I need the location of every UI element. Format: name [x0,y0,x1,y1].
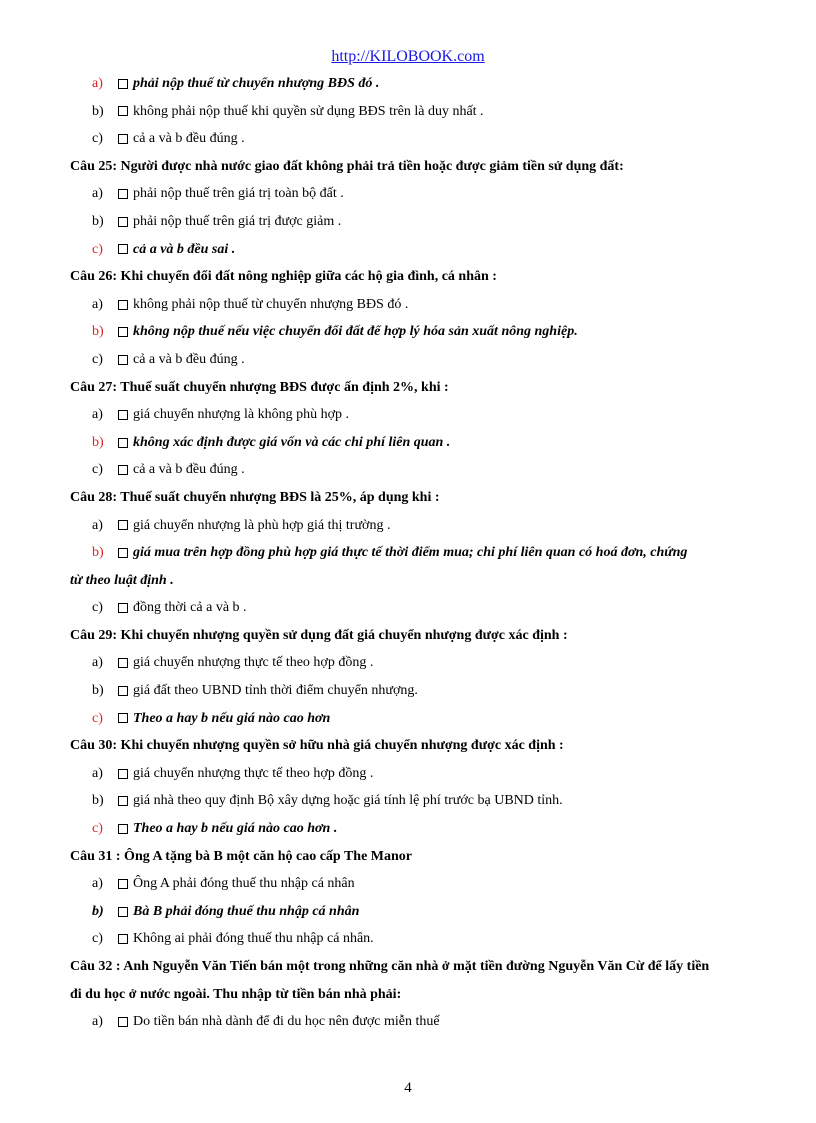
option-continuation [70,567,760,595]
checkbox-icon [118,603,128,613]
option-letter: a) [92,407,103,423]
option-letter: b) [92,213,104,229]
option-text: cả a và b đều sai . [133,241,236,257]
option-text: đồng thời cả a và b . [133,600,247,616]
question-heading: Câu 29: Khi chuyển nhượng quyền sử dụng đất giá chuyển nhượng được xác định : [70,627,568,643]
answer-option [70,208,760,236]
question-heading: Câu 27: Thuế suất chuyển nhượng BĐS được ấn định 2%, khi : [70,379,449,395]
checkbox-icon [118,934,128,944]
option-text: Bà B phải đóng thuế thu nhập cá nhân [133,903,360,919]
answer-option [70,925,760,953]
option-text: Do tiền bán nhà dành để đi du học nên được miễn thuế [133,1014,440,1030]
option-letter: c) [92,931,103,947]
checkbox-icon [118,769,128,779]
answer-option [70,180,760,208]
option-letter: a) [92,1014,103,1030]
option-text: giá chuyển nhượng thực tế theo hợp đồng . [133,655,374,671]
checkbox-icon [118,189,128,199]
option-text: không xác định được giá vốn và các chi phí liên quan . [133,434,451,450]
answer-option [70,318,760,346]
option-text: giá chuyển nhượng thực tế theo hợp đồng . [133,765,374,781]
option-letter: c) [92,131,103,147]
option-letter: c) [92,821,103,837]
checkbox-icon [118,355,128,365]
option-letter: a) [92,876,103,892]
option-text: từ theo luật định . [70,572,174,588]
checkbox-icon [118,300,128,310]
checkbox-icon [118,907,128,917]
option-letter: a) [92,517,103,533]
question-heading: đi du học ở nước ngoài. Thu nhập từ tiền bán nhà phải: [70,986,402,1002]
checkbox-icon [118,438,128,448]
option-letter: c) [92,710,103,726]
answer-option [70,1008,760,1036]
answer-option [70,677,760,705]
page-number: 4 [404,1080,412,1096]
option-text: giá chuyển nhượng là phù hợp giá thị trường . [133,517,391,533]
answer-option [70,705,760,733]
option-letter: a) [92,76,103,91]
option-letter: b) [92,683,104,699]
option-letter: b) [92,545,104,561]
checkbox-icon [118,465,128,475]
option-letter: c) [92,241,103,257]
question-list [70,70,760,1036]
checkbox-icon [118,686,128,696]
checkbox-icon [118,879,128,889]
option-text: không phải nộp thuế khi quyền sử dụng BĐS trên là duy nhất . [133,103,484,119]
answer-option [70,456,760,484]
answer-option [70,346,760,374]
answer-option [70,70,760,98]
option-letter: b) [92,793,104,809]
checkbox-icon [118,410,128,420]
checkbox-icon [118,327,128,337]
answer-option [70,898,760,926]
checkbox-icon [118,134,128,144]
answer-option [70,125,760,153]
option-letter: a) [92,765,103,781]
answer-option [70,787,760,815]
answer-option [70,870,760,898]
option-text: không phải nộp thuế từ chuyển nhượng BĐS đó . [133,296,409,312]
option-letter: a) [92,186,103,202]
answer-option [70,815,760,843]
option-text: Theo a hay b nếu giá nào cao hơn . [133,821,338,837]
answer-option [70,760,760,788]
question-heading: Câu 28: Thuế suất chuyển nhượng BĐS là 25%, áp dụng khi : [70,489,440,505]
answer-option [70,594,760,622]
option-letter: b) [92,324,104,340]
answer-option [70,401,760,429]
checkbox-icon [118,79,128,89]
option-letter: a) [92,655,103,671]
checkbox-icon [118,1017,128,1027]
option-text: Theo a hay b nếu giá nào cao hơn [133,710,331,726]
option-text: Ông A phải đóng thuế thu nhập cá nhân [133,876,355,892]
question-heading: Câu 30: Khi chuyển nhượng quyền sở hữu nhà giá chuyển nhượng được xác định : [70,738,564,754]
option-text: không nộp thuế nếu việc chuyển đổi đất để hợp lý hóa sản xuất nông nghiệp. [133,324,578,340]
option-letter: c) [92,600,103,616]
checkbox-icon [118,796,128,806]
option-letter: b) [92,103,104,119]
option-letter: b) [92,434,104,450]
option-letter: b) [92,903,104,919]
checkbox-icon [118,217,128,227]
option-letter: c) [92,351,103,367]
answer-option [70,291,760,319]
answer-option [70,429,760,457]
option-text: cả a và b đều đúng . [133,131,245,147]
checkbox-icon [118,106,128,116]
question-heading: Câu 32 : Anh Nguyễn Văn Tiến bán một trong những căn nhà ở mặt tiền đường Nguyễn Văn Cừ để lấy tiền [70,959,710,974]
checkbox-icon [118,713,128,723]
answer-option [70,649,760,677]
checkbox-icon [118,658,128,668]
checkbox-icon [118,520,128,530]
option-text: phải nộp thuế từ chuyển nhượng BĐS đó . [133,76,380,91]
option-text: giá đất theo UBND tỉnh thời điểm chuyển nhượng. [133,683,418,699]
option-text: phải nộp thuế trên giá trị toàn bộ đất . [133,186,344,202]
checkbox-icon [118,244,128,254]
option-text: cả a và b đều đúng . [133,462,245,478]
question-heading: Câu 26: Khi chuyển đổi đất nông nghiệp giữa các hộ gia đình, cá nhân : [70,269,497,285]
question-heading: Câu 25: Người được nhà nước giao đất không phải trả tiền hoặc được giảm tiền sử dụng đất: [70,158,624,174]
answer-option [70,236,760,264]
option-text: giá nhà theo quy định Bộ xây dựng hoặc giá tính lệ phí trước bạ UBND tỉnh. [133,793,563,809]
checkbox-icon [118,548,128,558]
option-letter: a) [92,296,103,312]
answer-option [70,512,760,540]
checkbox-icon [118,824,128,834]
option-text: giá chuyển nhượng là không phù hợp . [133,407,350,423]
answer-option [70,539,760,567]
option-letter: c) [92,462,103,478]
question-heading: Câu 31 : Ông A tặng bà B một căn hộ cao cấp The Manor [70,848,412,864]
header-link[interactable]: http://KILOBOOK.com [331,48,485,65]
option-text: cả a và b đều đúng . [133,351,245,367]
option-text: giá mua trên hợp đồng phù hợp giá thực tế thời điểm mua; chi phí liên quan có hoá đơn, chứng [133,545,688,561]
answer-option [70,98,760,126]
option-text: Không ai phải đóng thuế thu nhập cá nhân. [133,931,374,947]
option-text: phải nộp thuế trên giá trị được giảm . [133,213,342,229]
